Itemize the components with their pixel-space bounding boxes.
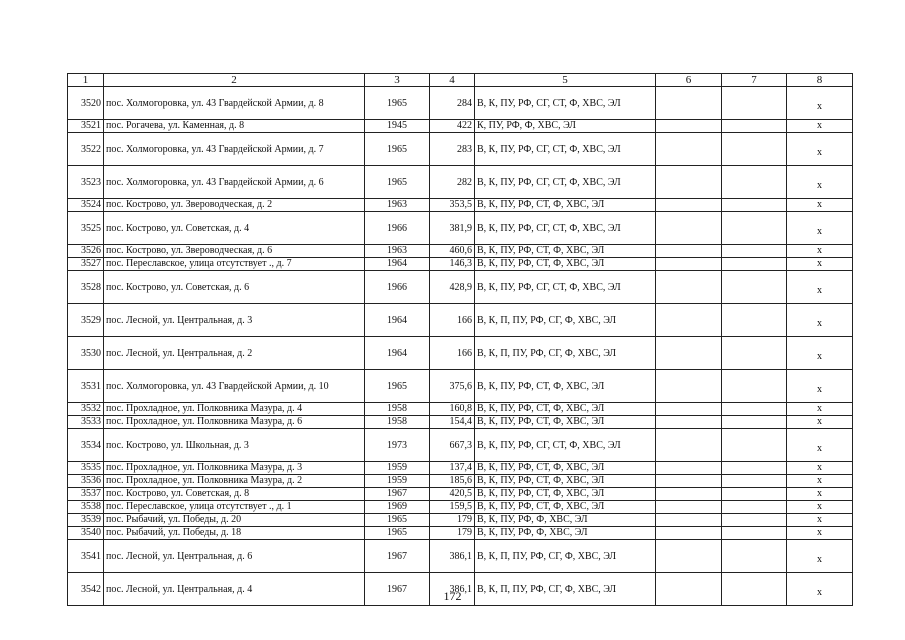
- column-7-cell: [722, 416, 787, 429]
- services-cell: В, К, ПУ, РФ, СГ, СТ, Ф, ХВС, ЭЛ: [475, 271, 656, 304]
- services-cell: В, К, ПУ, РФ, СТ, Ф, ХВС, ЭЛ: [475, 488, 656, 501]
- column-8-mark-cell: х: [787, 540, 853, 573]
- column-6-cell: [656, 475, 722, 488]
- area-cell: 179: [430, 514, 475, 527]
- year-cell: 1958: [365, 403, 430, 416]
- column-6-cell: [656, 416, 722, 429]
- column-8-mark-cell: х: [787, 370, 853, 403]
- services-cell: В, К, ПУ, РФ, СГ, СТ, Ф, ХВС, ЭЛ: [475, 212, 656, 245]
- column-7-cell: [722, 527, 787, 540]
- column-7-cell: [722, 304, 787, 337]
- column-7-cell: [722, 87, 787, 120]
- table-row: [68, 337, 853, 370]
- year-cell: 1965: [365, 166, 430, 199]
- row-number-cell: 3523: [68, 166, 104, 199]
- area-cell: 282: [430, 166, 475, 199]
- year-cell: 1973: [365, 429, 430, 462]
- table-row: [68, 199, 853, 212]
- services-cell: В, К, ПУ, РФ, СТ, Ф, ХВС, ЭЛ: [475, 245, 656, 258]
- column-7-cell: [722, 514, 787, 527]
- year-cell: 1963: [365, 199, 430, 212]
- address-cell: пос. Кострово, ул. Советская, д. 4: [104, 212, 365, 245]
- column-7-cell: [722, 475, 787, 488]
- row-number-cell: 3538: [68, 501, 104, 514]
- column-8-mark-cell: х: [787, 488, 853, 501]
- year-cell: 1966: [365, 271, 430, 304]
- area-cell: 159,5: [430, 501, 475, 514]
- address-cell: пос. Лесной, ул. Центральная, д. 2: [104, 337, 365, 370]
- address-cell: пос. Холмогоровка, ул. 43 Гвардейской Армии, д. 8: [104, 87, 365, 120]
- row-number-cell: 3536: [68, 475, 104, 488]
- column-header: 6: [656, 74, 722, 87]
- column-6-cell: [656, 87, 722, 120]
- column-7-cell: [722, 166, 787, 199]
- column-7-cell: [722, 403, 787, 416]
- column-8-mark-cell: х: [787, 199, 853, 212]
- column-7-cell: [722, 501, 787, 514]
- services-cell: В, К, ПУ, РФ, СТ, Ф, ХВС, ЭЛ: [475, 475, 656, 488]
- column-8-mark-cell: х: [787, 475, 853, 488]
- column-8-mark-cell: х: [787, 212, 853, 245]
- area-cell: 422: [430, 120, 475, 133]
- area-cell: 146,3: [430, 258, 475, 271]
- year-cell: 1967: [365, 573, 430, 606]
- area-cell: 667,3: [430, 429, 475, 462]
- column-6-cell: [656, 166, 722, 199]
- table-row: [68, 540, 853, 573]
- services-cell: В, К, ПУ, РФ, Ф, ХВС, ЭЛ: [475, 514, 656, 527]
- column-7-cell: [722, 370, 787, 403]
- year-cell: 1964: [365, 337, 430, 370]
- address-cell: пос. Кострово, ул. Звероводческая, д. 6: [104, 245, 365, 258]
- services-cell: В, К, ПУ, РФ, СТ, Ф, ХВС, ЭЛ: [475, 462, 656, 475]
- column-8-mark-cell: х: [787, 514, 853, 527]
- row-number-cell: 3525: [68, 212, 104, 245]
- services-cell: В, К, ПУ, РФ, СТ, Ф, ХВС, ЭЛ: [475, 199, 656, 212]
- row-number-cell: 3541: [68, 540, 104, 573]
- row-number-cell: 3521: [68, 120, 104, 133]
- column-8-mark-cell: х: [787, 527, 853, 540]
- area-cell: 428,9: [430, 271, 475, 304]
- address-cell: пос. Холмогоровка, ул. 43 Гвардейской Армии, д. 7: [104, 133, 365, 166]
- year-cell: 1964: [365, 258, 430, 271]
- table-row: [68, 429, 853, 462]
- area-cell: 375,6: [430, 370, 475, 403]
- table-row: [68, 245, 853, 258]
- row-number-cell: 3539: [68, 514, 104, 527]
- services-cell: В, К, ПУ, РФ, СГ, СТ, Ф, ХВС, ЭЛ: [475, 429, 656, 462]
- column-8-mark-cell: х: [787, 245, 853, 258]
- table-row: [68, 403, 853, 416]
- table-row: [68, 271, 853, 304]
- table-header-row: [68, 74, 853, 87]
- services-cell: В, К, П, ПУ, РФ, СГ, Ф, ХВС, ЭЛ: [475, 304, 656, 337]
- column-6-cell: [656, 370, 722, 403]
- row-number-cell: 3542: [68, 573, 104, 606]
- row-number-cell: 3527: [68, 258, 104, 271]
- address-cell: пос. Лесной, ул. Центральная, д. 4: [104, 573, 365, 606]
- address-cell: пос. Прохладное, ул. Полковника Мазура, д. 3: [104, 462, 365, 475]
- address-cell: пос. Рыбачий, ул. Победы, д. 18: [104, 527, 365, 540]
- column-header: 2: [104, 74, 365, 87]
- row-number-cell: 3533: [68, 416, 104, 429]
- column-6-cell: [656, 258, 722, 271]
- row-number-cell: 3530: [68, 337, 104, 370]
- column-8-mark-cell: х: [787, 501, 853, 514]
- column-6-cell: [656, 501, 722, 514]
- area-cell: 185,6: [430, 475, 475, 488]
- column-7-cell: [722, 540, 787, 573]
- column-7-cell: [722, 245, 787, 258]
- services-cell: В, К, ПУ, РФ, СТ, Ф, ХВС, ЭЛ: [475, 416, 656, 429]
- column-6-cell: [656, 245, 722, 258]
- address-cell: пос. Переславское, улица отсутствует ., д. 7: [104, 258, 365, 271]
- area-cell: 166: [430, 304, 475, 337]
- row-number-cell: 3520: [68, 87, 104, 120]
- column-7-cell: [722, 120, 787, 133]
- table-row: [68, 488, 853, 501]
- address-cell: пос. Лесной, ул. Центральная, д. 6: [104, 540, 365, 573]
- column-8-mark-cell: х: [787, 429, 853, 462]
- table-row: [68, 304, 853, 337]
- table-row: [68, 527, 853, 540]
- address-cell: пос. Холмогоровка, ул. 43 Гвардейской Армии, д. 6: [104, 166, 365, 199]
- services-cell: В, К, ПУ, РФ, СГ, СТ, Ф, ХВС, ЭЛ: [475, 87, 656, 120]
- column-8-mark-cell: х: [787, 462, 853, 475]
- year-cell: 1964: [365, 304, 430, 337]
- page-number: 172: [443, 589, 462, 603]
- address-cell: пос. Кострово, ул. Звероводческая, д. 2: [104, 199, 365, 212]
- year-cell: 1959: [365, 475, 430, 488]
- column-8-mark-cell: х: [787, 133, 853, 166]
- address-cell: пос. Рыбачий, ул. Победы, д. 20: [104, 514, 365, 527]
- area-cell: 284: [430, 87, 475, 120]
- year-cell: 1965: [365, 370, 430, 403]
- column-7-cell: [722, 212, 787, 245]
- column-6-cell: [656, 429, 722, 462]
- area-cell: 160,8: [430, 403, 475, 416]
- year-cell: 1959: [365, 462, 430, 475]
- services-cell: В, К, ПУ, РФ, СГ, СТ, Ф, ХВС, ЭЛ: [475, 166, 656, 199]
- column-6-cell: [656, 120, 722, 133]
- year-cell: 1945: [365, 120, 430, 133]
- year-cell: 1965: [365, 133, 430, 166]
- table-row: [68, 501, 853, 514]
- area-cell: 179: [430, 527, 475, 540]
- services-cell: К, ПУ, РФ, Ф, ХВС, ЭЛ: [475, 120, 656, 133]
- row-number-cell: 3532: [68, 403, 104, 416]
- area-cell: 420,5: [430, 488, 475, 501]
- column-7-cell: [722, 199, 787, 212]
- column-6-cell: [656, 540, 722, 573]
- services-cell: В, К, ПУ, РФ, СГ, СТ, Ф, ХВС, ЭЛ: [475, 133, 656, 166]
- column-header: 4: [430, 74, 475, 87]
- services-cell: В, К, ПУ, РФ, Ф, ХВС, ЭЛ: [475, 527, 656, 540]
- column-8-mark-cell: х: [787, 403, 853, 416]
- row-number-cell: 3537: [68, 488, 104, 501]
- column-6-cell: [656, 337, 722, 370]
- area-cell: 386,1: [430, 540, 475, 573]
- column-header: 7: [722, 74, 787, 87]
- row-number-cell: 3524: [68, 199, 104, 212]
- address-cell: пос. Прохладное, ул. Полковника Мазура, д. 4: [104, 403, 365, 416]
- column-8-mark-cell: х: [787, 573, 853, 606]
- column-8-mark-cell: х: [787, 120, 853, 133]
- column-header: 5: [475, 74, 656, 87]
- column-8-mark-cell: х: [787, 87, 853, 120]
- year-cell: 1967: [365, 488, 430, 501]
- column-6-cell: [656, 488, 722, 501]
- area-cell: 381,9: [430, 212, 475, 245]
- year-cell: 1967: [365, 540, 430, 573]
- table-row: [68, 416, 853, 429]
- table-row: [68, 87, 853, 120]
- table-row: [68, 258, 853, 271]
- column-7-cell: [722, 488, 787, 501]
- table-row: [68, 133, 853, 166]
- services-cell: В, К, П, ПУ, РФ, СГ, Ф, ХВС, ЭЛ: [475, 540, 656, 573]
- column-6-cell: [656, 514, 722, 527]
- row-number-cell: 3529: [68, 304, 104, 337]
- address-cell: пос. Рогачева, ул. Каменная, д. 8: [104, 120, 365, 133]
- year-cell: 1965: [365, 87, 430, 120]
- column-6-cell: [656, 133, 722, 166]
- table-row: [68, 475, 853, 488]
- services-cell: В, К, П, ПУ, РФ, СГ, Ф, ХВС, ЭЛ: [475, 573, 656, 606]
- column-7-cell: [722, 429, 787, 462]
- column-7-cell: [722, 271, 787, 304]
- table-row: [68, 166, 853, 199]
- services-cell: В, К, ПУ, РФ, СТ, Ф, ХВС, ЭЛ: [475, 258, 656, 271]
- column-8-mark-cell: х: [787, 271, 853, 304]
- row-number-cell: 3528: [68, 271, 104, 304]
- area-cell: 137,4: [430, 462, 475, 475]
- table-row: [68, 462, 853, 475]
- column-6-cell: [656, 304, 722, 337]
- column-6-cell: [656, 527, 722, 540]
- column-6-cell: [656, 199, 722, 212]
- column-8-mark-cell: х: [787, 304, 853, 337]
- area-cell: 154,4: [430, 416, 475, 429]
- column-header: 1: [68, 74, 104, 87]
- column-7-cell: [722, 133, 787, 166]
- services-cell: В, К, П, ПУ, РФ, СГ, Ф, ХВС, ЭЛ: [475, 337, 656, 370]
- row-number-cell: 3535: [68, 462, 104, 475]
- column-7-cell: [722, 462, 787, 475]
- column-7-cell: [722, 337, 787, 370]
- area-cell: 166: [430, 337, 475, 370]
- column-8-mark-cell: х: [787, 337, 853, 370]
- row-number-cell: 3526: [68, 245, 104, 258]
- address-cell: пос. Холмогоровка, ул. 43 Гвардейской Армии, д. 10: [104, 370, 365, 403]
- column-8-mark-cell: х: [787, 416, 853, 429]
- services-cell: В, К, ПУ, РФ, СТ, Ф, ХВС, ЭЛ: [475, 370, 656, 403]
- register-table: [67, 73, 853, 606]
- column-7-cell: [722, 258, 787, 271]
- table-row: [68, 212, 853, 245]
- address-cell: пос. Переславское, улица отсутствует ., д. 1: [104, 501, 365, 514]
- year-cell: 1963: [365, 245, 430, 258]
- table-row: [68, 514, 853, 527]
- row-number-cell: 3540: [68, 527, 104, 540]
- area-cell: 386,1: [430, 573, 475, 606]
- area-cell: 353,5: [430, 199, 475, 212]
- column-header: 8: [787, 74, 853, 87]
- column-header: 3: [365, 74, 430, 87]
- column-8-mark-cell: х: [787, 258, 853, 271]
- services-cell: В, К, ПУ, РФ, СТ, Ф, ХВС, ЭЛ: [475, 403, 656, 416]
- address-cell: пос. Прохладное, ул. Полковника Мазура, д. 2: [104, 475, 365, 488]
- services-cell: В, К, ПУ, РФ, СТ, Ф, ХВС, ЭЛ: [475, 501, 656, 514]
- column-8-mark-cell: х: [787, 166, 853, 199]
- row-number-cell: 3531: [68, 370, 104, 403]
- address-cell: пос. Кострово, ул. Советская, д. 6: [104, 271, 365, 304]
- address-cell: пос. Прохладное, ул. Полковника Мазура, д. 6: [104, 416, 365, 429]
- year-cell: 1966: [365, 212, 430, 245]
- address-cell: пос. Лесной, ул. Центральная, д. 3: [104, 304, 365, 337]
- year-cell: 1965: [365, 527, 430, 540]
- address-cell: пос. Кострово, ул. Советская, д. 8: [104, 488, 365, 501]
- row-number-cell: 3522: [68, 133, 104, 166]
- year-cell: 1965: [365, 514, 430, 527]
- column-6-cell: [656, 212, 722, 245]
- address-cell: пос. Кострово, ул. Школьная, д. 3: [104, 429, 365, 462]
- area-cell: 460,6: [430, 245, 475, 258]
- year-cell: 1969: [365, 501, 430, 514]
- column-6-cell: [656, 271, 722, 304]
- table-row: [68, 370, 853, 403]
- column-6-cell: [656, 462, 722, 475]
- area-cell: 283: [430, 133, 475, 166]
- column-6-cell: [656, 403, 722, 416]
- year-cell: 1958: [365, 416, 430, 429]
- table-row: [68, 120, 853, 133]
- row-number-cell: 3534: [68, 429, 104, 462]
